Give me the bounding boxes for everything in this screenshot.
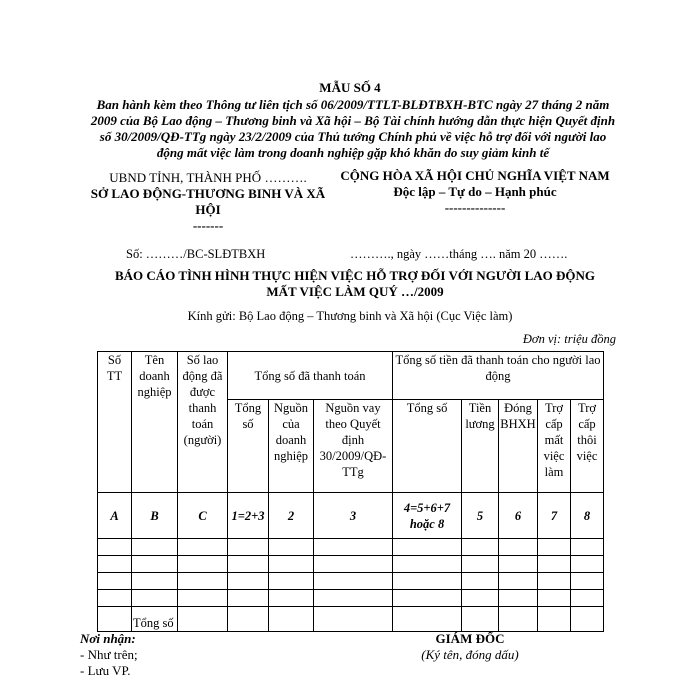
header-stt: Số TT (98, 352, 132, 493)
table-row (98, 573, 604, 590)
agency-rule: ------- (192, 218, 224, 233)
legal-basis-text: Ban hành kèm theo Thông tư liên tịch số 06/2009/TTLT-BLĐTBXH-BTC ngày 27 tháng 2 năm 2009 của Bộ Lao động – Thương binh và Xã hội – Bộ Tài chính hướng dẫn thực hiện Quyết định số 30/2009/QĐ-TTg ngày 23/2/2009 của Thủ tướng Chính phủ về việc hỗ trợ đối với người lao động mất việc làm trong doanh nghiệp gặp khó khăn do suy giảm kinh tế (90, 97, 616, 160)
motto-rule: -------------- (444, 200, 506, 215)
signer-note: (Ký tên, đóng dấu) (421, 647, 519, 662)
signer-title: GIÁM ĐỐC (435, 631, 505, 646)
code-cell: 4=5+6+7 hoặc 8 (393, 493, 462, 539)
header-salary: Tiền lương (462, 400, 499, 493)
report-title: BÁO CÁO TÌNH HÌNH THỰC HIỆN VIỆC HỖ TRỢ ĐỐI VỚI NGƯỜI LAO ĐỘNG MẤT VIỆC LÀM QUÝ …/2009 (115, 268, 595, 299)
total-row-label: Tổng số (132, 607, 178, 632)
code-cell: A (98, 493, 132, 539)
national-motto (340, 168, 610, 216)
header-company-source: Nguồn của doanh nghiệp (269, 400, 314, 493)
header-social-insurance: Đóng BHXH (499, 400, 538, 493)
table-row (98, 556, 604, 573)
signature-block (380, 631, 560, 663)
recipients-title: Nơi nhận: (80, 631, 136, 646)
code-cell: 5 (462, 493, 499, 539)
country-name: CỘNG HÒA XÃ HỘI CHỦ NGHĨA VIỆT NAM (340, 168, 610, 183)
code-cell: 6 (499, 493, 538, 539)
code-cell: 8 (571, 493, 604, 539)
form-title: MẪU SỐ 4 (319, 80, 381, 95)
unit-label: Đơn vị: triệu đồng (522, 332, 616, 346)
header-total-paid: Tổng số đã thanh toán (228, 352, 393, 400)
agency-province-line: UBND TỈNH, THÀNH PHỐ ………. (109, 170, 307, 185)
code-cell: 2 (269, 493, 314, 539)
header-total-2: Tổng số (393, 400, 462, 493)
recipient-item: - Như trên; (80, 647, 138, 662)
table-row (98, 539, 604, 556)
recipient-item: - Lưu VP. (80, 663, 131, 678)
table-row (98, 590, 604, 607)
recipient-line: Kính gửi: Bộ Lao động – Thương binh và Xã hội (Cục Việc làm) (187, 309, 513, 323)
header-workers: Số lao động đã được thanh toán (người) (178, 352, 228, 493)
code-cell: C (178, 493, 228, 539)
report-table (97, 351, 604, 632)
header-total: Tổng số (228, 400, 269, 493)
total-row (98, 607, 604, 632)
code-cell: 1=2+3 (228, 493, 269, 539)
header-paid-to-workers: Tổng số tiền đã thanh toán cho người lao động (393, 352, 604, 400)
motto: Độc lập – Tự do – Hạnh phúc (393, 184, 557, 199)
code-cell: 3 (314, 493, 393, 539)
recipients-block (80, 631, 138, 679)
header-severance-allowance: Trợ cấp thôi việc (571, 400, 604, 493)
header-job-loss-allowance: Trợ cấp mất việc làm (538, 400, 571, 493)
issuing-agency (88, 170, 328, 234)
header-loan-source: Nguồn vay theo Quyết định 30/2009/QĐ-TTg (314, 400, 393, 493)
header-company: Tên doanh nghiệp (132, 352, 178, 493)
document-number: Số: ………/BC-SLĐTBXH (126, 247, 266, 261)
code-cell: 7 (538, 493, 571, 539)
code-cell: B (132, 493, 178, 539)
document-date: ………., ngày ……tháng …. năm 20 ……. (350, 247, 568, 261)
agency-department-line: SỞ LAO ĐỘNG-THƯƠNG BINH VÀ XÃ HỘI (90, 186, 326, 217)
